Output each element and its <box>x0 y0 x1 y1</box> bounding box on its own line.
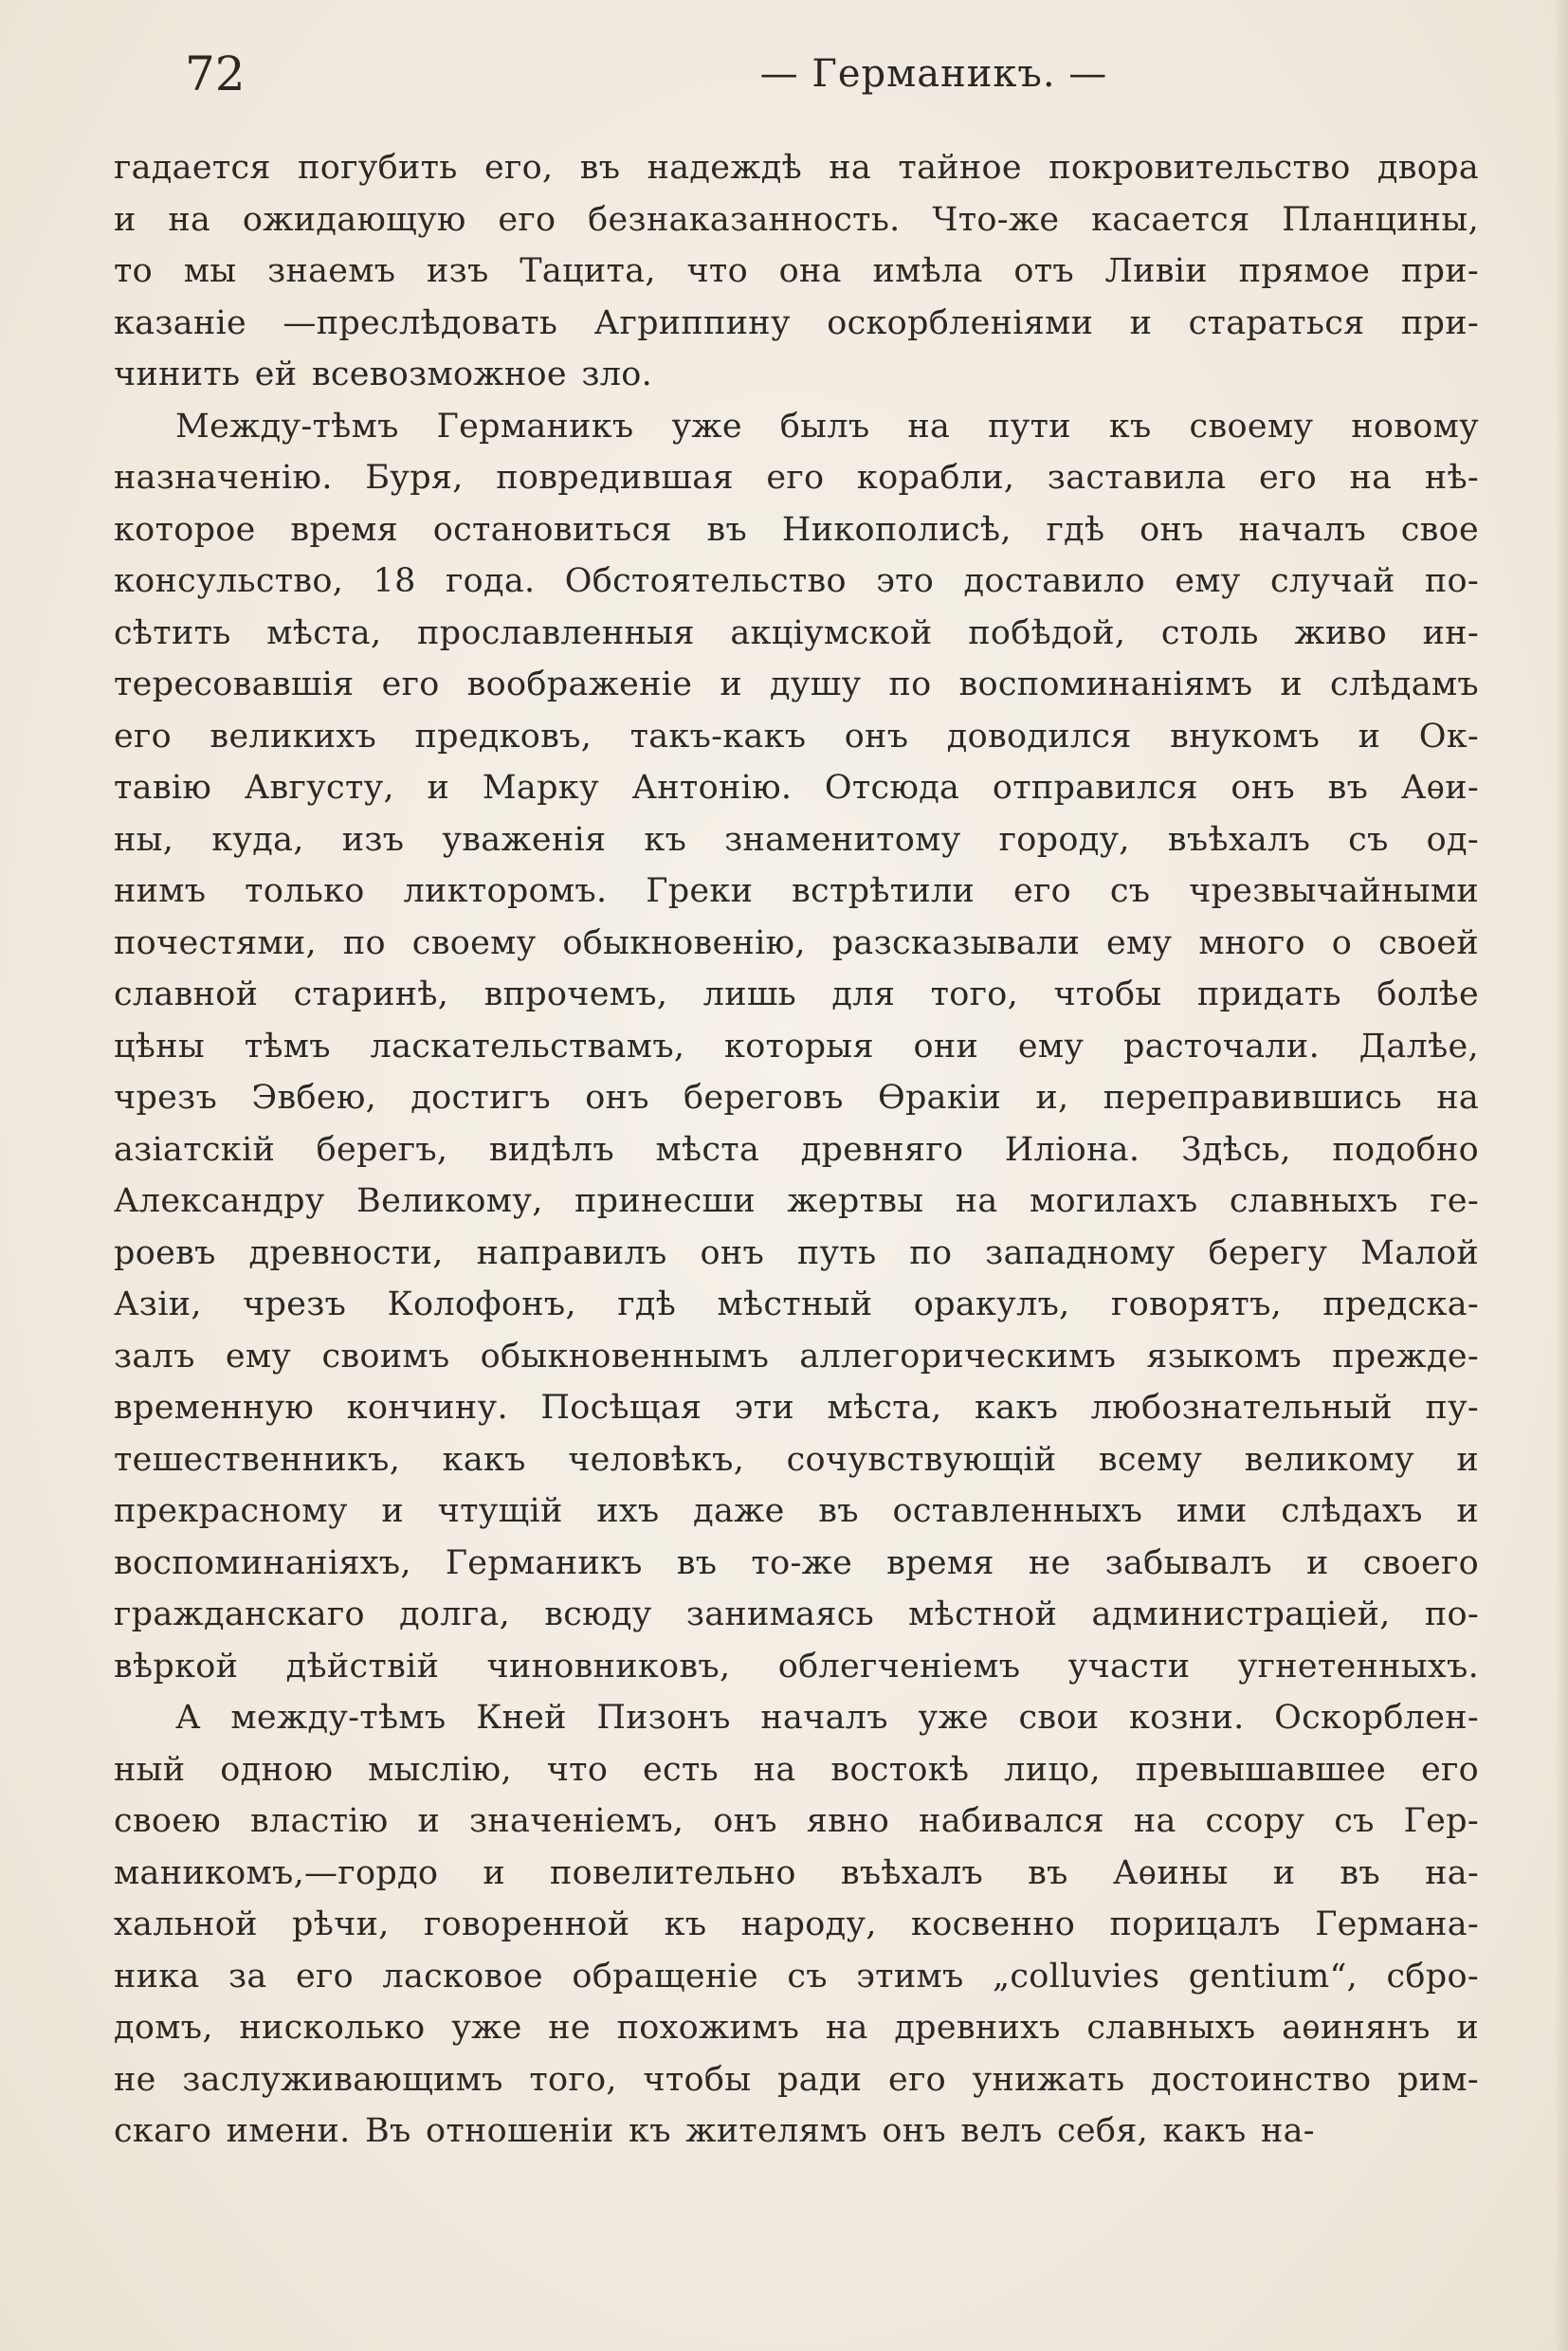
text-line: цѣны тѣмъ ласкательствамъ, которыя они ему расточали. Далѣе, <box>114 1027 1479 1066</box>
page-number: 72 <box>185 46 246 101</box>
text-line: ный одною мыслію, что есть на востокѣ лицо, превышавшее его <box>114 1750 1479 1789</box>
text-line: ны, куда, изъ уваженія къ знаменитому городу, въѣхалъ съ од- <box>114 820 1479 859</box>
text-line: ника за его ласковое обращеніе съ этимъ „colluvies gentium“, сбро- <box>114 1957 1479 1996</box>
text-line: не заслуживающимъ того, чтобы ради его унижать достоинство рим- <box>114 2060 1479 2099</box>
running-title: — Германикъ. — <box>759 52 1108 96</box>
text-line: воспоминаніяхъ, Германикъ въ то-же время не забывалъ и своего <box>114 1543 1479 1582</box>
text-line: вѣркой дѣйствій чиновниковъ, облегченіемъ участи угнетенныхъ. <box>114 1647 1479 1686</box>
text-line: маникомъ,—гордо и повелительно въѣхалъ въ Аѳины и въ на- <box>114 1853 1479 1892</box>
text-line: гражданскаго долга, всюду занимаясь мѣстной администраціей, по- <box>114 1595 1479 1633</box>
running-head <box>185 46 1512 102</box>
text-line: тересовавшія его воображеніе и душу по воспоминаніямъ и слѣдамъ <box>114 665 1479 703</box>
text-line: славной старинѣ, впрочемъ, лишь для того, чтобы придать болѣе <box>114 975 1479 1013</box>
text-line: чинить ей всевозможное зло. <box>114 355 653 393</box>
text-line: чрезъ Эвбею, достигъ онъ береговъ Ѳракіи и, переправившись на <box>114 1079 1479 1117</box>
text-line: тавію Августу, и Марку Антонію. Отсюда отправился онъ въ Аѳи- <box>114 769 1479 807</box>
text-line: гадается погубить его, въ надеждѣ на тайное покровительство двора <box>114 149 1479 187</box>
text-line: своею властію и значеніемъ, онъ явно набивался на ссору съ Гер- <box>114 1802 1479 1840</box>
text-line: и на ожидающую его безнаказанность. Что-же касается Планцины, <box>114 200 1479 239</box>
text-line: консульство, 18 года. Обстоятельство это доставило ему случай по- <box>114 562 1479 600</box>
text-line: азіатскій берегъ, видѣлъ мѣста древняго Иліона. Здѣсь, подобно <box>114 1130 1479 1169</box>
text-line: А между-тѣмъ Кней Пизонъ началъ уже свои козни. Оскорблен- <box>175 1699 1479 1737</box>
text-line: то мы знаемъ изъ Тацита, что она имѣла отъ Ливіи прямое при- <box>114 252 1479 290</box>
page-edge-shadow <box>1555 0 1568 2351</box>
text-line: назначенію. Буря, повредившая его корабли, заставила его на нѣ- <box>114 459 1479 497</box>
text-line: казаніе —преслѣдовать Агриппину оскорбленіями и стараться при- <box>114 303 1479 342</box>
text-line: сѣтить мѣста, прославленныя акціумской побѣдой, столь живо ин- <box>114 613 1479 652</box>
text-line: Между-тѣмъ Германикъ уже былъ на пути къ своему новому <box>175 407 1479 446</box>
text-line: роевъ древности, направилъ онъ путь по западному берегу Малой <box>114 1233 1479 1272</box>
text-line: которое время остановиться въ Никополисѣ, гдѣ онъ началъ свое <box>114 510 1479 549</box>
text-line: Александру Великому, принесши жертвы на могилахъ славныхъ ге- <box>114 1182 1479 1220</box>
text-line: временную кончину. Посѣщая эти мѣста, какъ любознательный пу- <box>114 1389 1479 1427</box>
text-line: Азіи, чрезъ Колофонъ, гдѣ мѣстный оракулъ, говорятъ, предска- <box>114 1285 1479 1323</box>
text-line: нимъ только ликторомъ. Греки встрѣтили его съ чрезвычайными <box>114 872 1479 910</box>
text-line: домъ, нисколько уже не похожимъ на древнихъ славныхъ аѳинянъ и <box>114 2009 1479 2047</box>
text-line: скаго имени. Въ отношеніи къ жителямъ онъ велъ себя, какъ на- <box>114 2112 1315 2150</box>
text-line: тешественникъ, какъ человѣкъ, сочувствующій всему великому и <box>114 1440 1479 1479</box>
text-line: почестями, по своему обыкновенію, разсказывали ему много о своей <box>114 923 1479 962</box>
text-line: его великихъ предковъ, такъ-какъ онъ доводился внукомъ и Ок- <box>114 717 1479 756</box>
text-line: залъ ему своимъ обыкновеннымъ аллегорическимъ языкомъ прежде- <box>114 1337 1479 1376</box>
text-line: прекрасному и чтущій ихъ даже въ оставленныхъ ими слѣдахъ и <box>114 1492 1479 1530</box>
body-text <box>114 142 1479 2158</box>
text-line: хальной рѣчи, говоренной къ народу, косвенно порицалъ Германа- <box>114 1905 1479 1943</box>
